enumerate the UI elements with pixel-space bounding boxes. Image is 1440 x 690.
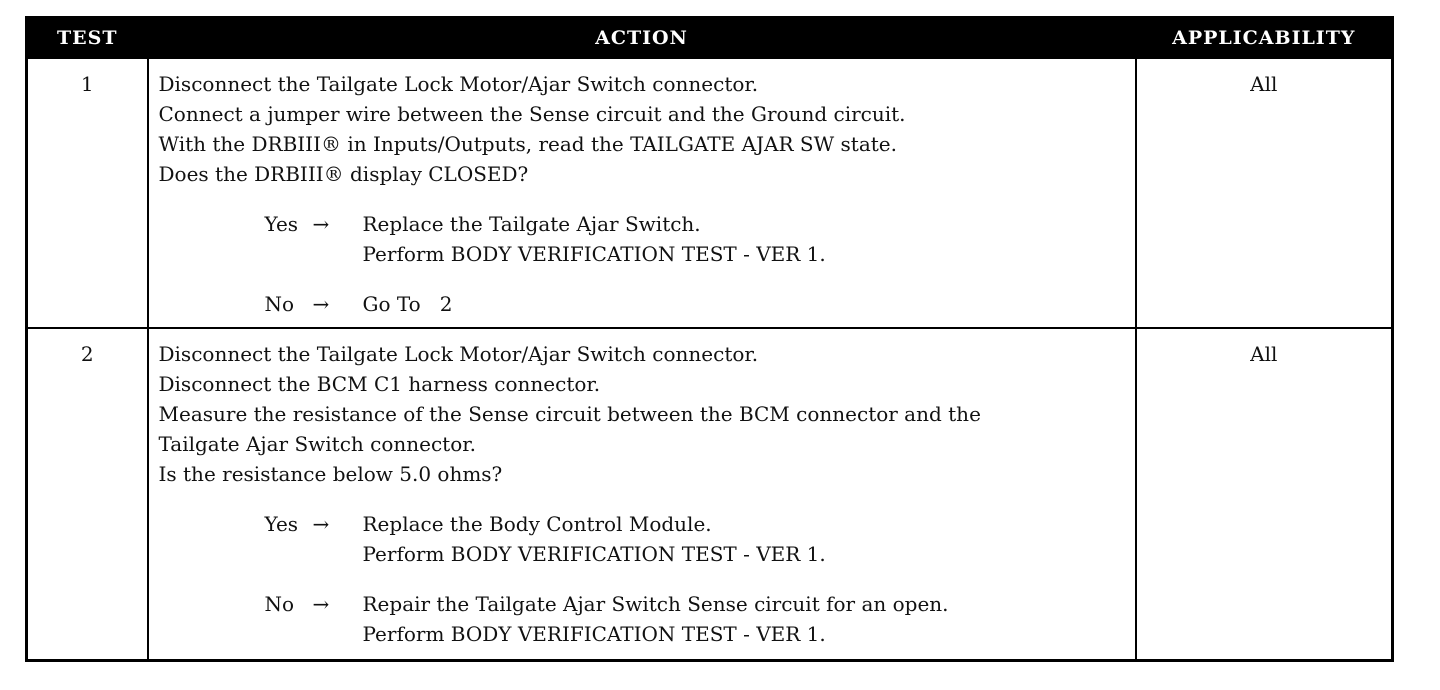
outcome-line: Replace the Tailgate Ajar Switch. (362, 212, 701, 236)
test-number: 2 (27, 328, 148, 661)
action-step: Connect a jumper wire between the Sense circuit and the Ground circuit. (158, 102, 906, 126)
test-action-cell (148, 58, 1136, 328)
test-number: 1 (27, 58, 148, 328)
applicability-value: All (1136, 58, 1393, 328)
test-row-2 (27, 328, 1393, 661)
action-step: Disconnect the Tailgate Lock Motor/Ajar Switch connector. (158, 72, 759, 96)
action-column-header: ACTION (148, 18, 1136, 59)
action-step: With the DRBIII® in Inputs/Outputs, read the TAILGATE AJAR SW state. (158, 132, 897, 156)
diagnostic-test-table (25, 16, 1394, 662)
action-step: Measure the resistance of the Sense circuit between the BCM connector and the (158, 402, 981, 426)
action-steps (159, 69, 1127, 189)
outcome-line: Perform BODY VERIFICATION TEST - VER 1. (362, 242, 826, 266)
outcome-line: Perform BODY VERIFICATION TEST - VER 1. (362, 622, 826, 646)
outcome-yes (265, 209, 1127, 269)
right-arrow-icon: → (312, 292, 330, 316)
action-step: Disconnect the Tailgate Lock Motor/Ajar Switch connector. (158, 342, 759, 366)
outcome-text (363, 289, 1127, 319)
right-arrow-icon: → (312, 212, 330, 236)
outcome-line: Perform BODY VERIFICATION TEST - VER 1. (362, 542, 826, 566)
action-step: Tailgate Ajar Switch connector. (158, 432, 476, 456)
action-step: Is the resistance below 5.0 ohms? (158, 462, 503, 486)
outcome-text (363, 209, 1127, 269)
outcome-no (265, 589, 1127, 649)
outcome-yes (265, 509, 1127, 569)
outcome-label: Yes (264, 212, 299, 236)
test-action-cell (148, 328, 1136, 661)
right-arrow-icon: → (312, 592, 330, 616)
applicability-value: All (1136, 328, 1393, 661)
table-header-row (27, 18, 1393, 59)
outcome-text (363, 589, 1127, 649)
outcome-line: Go To 2 (362, 292, 453, 316)
action-step: Does the DRBIII® display CLOSED? (158, 162, 529, 186)
action-steps (159, 339, 1127, 489)
test-row-1 (27, 58, 1393, 328)
outcome-no (265, 289, 1127, 319)
outcome-line: Replace the Body Control Module. (362, 512, 712, 536)
action-step: Disconnect the BCM C1 harness connector. (158, 372, 601, 396)
outcome-text (363, 509, 1127, 569)
applicability-column-header: APPLICABILITY (1136, 18, 1393, 59)
right-arrow-icon: → (312, 512, 330, 536)
test-column-header: TEST (27, 18, 148, 59)
outcome-label: Yes (264, 512, 299, 536)
outcome-line: Repair the Tailgate Ajar Switch Sense circuit for an open. (362, 592, 949, 616)
outcome-label: No (264, 592, 295, 616)
outcome-label: No (264, 292, 295, 316)
